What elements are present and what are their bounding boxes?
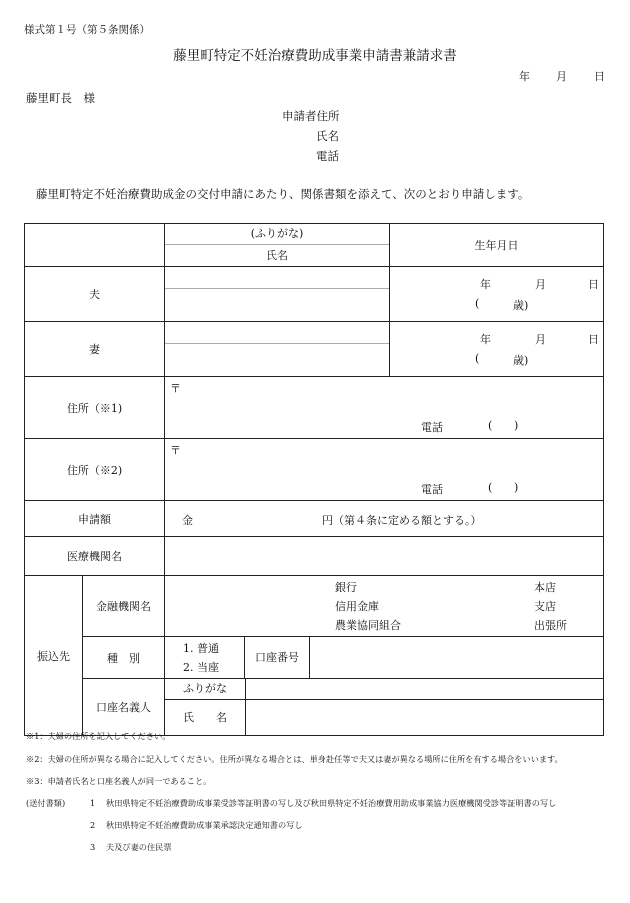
wife-row — [25, 322, 604, 377]
amount-prefix: 金 — [182, 514, 193, 527]
date-day: 日 — [594, 70, 605, 83]
address2-row — [25, 439, 604, 501]
corner-cell — [25, 224, 165, 267]
branch-type-0: 本店 — [534, 581, 556, 594]
bank-field[interactable] — [165, 576, 604, 637]
address2-phone-label: 電話 — [421, 483, 443, 496]
date-month: 月 — [556, 70, 567, 83]
account-type-label: 種 別 — [83, 637, 165, 679]
wife-birthdate-cell[interactable] — [390, 322, 604, 377]
holder-name-label: 氏 名 — [165, 700, 246, 735]
application-table — [24, 223, 604, 736]
wife-label: 妻 — [25, 322, 165, 377]
address2-label: 住所（※2) — [25, 439, 165, 501]
holder-name-field[interactable] — [246, 700, 603, 735]
note-3: ※3：申請者氏名と口座名義人が同一であること。 — [26, 776, 212, 786]
hospital-row — [25, 537, 604, 576]
note-1: ※1：夫婦の住所を記入してください。 — [26, 731, 171, 741]
note-2: ※2：夫婦の住所が異なる場合に記入してください。住所が異なる場合とは、単身赴任等で夫又は妻が異なる場所に住所を有する場合をいいます。 — [26, 754, 563, 764]
address2-phone-close: ) — [514, 481, 519, 494]
bank-type-0: 銀行 — [335, 581, 357, 594]
hospital-field[interactable] — [165, 537, 604, 576]
husband-label: 夫 — [25, 267, 165, 322]
wife-name-cell[interactable] — [165, 322, 390, 377]
bank-type-2: 農業協同組合 — [335, 619, 401, 632]
birthdate-header: 生年月日 — [390, 224, 604, 267]
date-year: 年 — [519, 70, 530, 83]
husband-row — [25, 267, 604, 322]
account-type-cell — [165, 637, 604, 679]
amount-row — [25, 501, 604, 537]
husband-birth-month: 月 — [535, 278, 546, 291]
holder-label: 口座名義人 — [83, 679, 165, 736]
husband-birth-year: 年 — [480, 278, 491, 291]
doc-item-2-number: 2 — [90, 820, 96, 830]
intro-text: 藤里町特定不妊治療費助成金の交付申請にあたり、関係書類を添えて、次のとおり申請します。 — [36, 187, 530, 201]
applicant-address-label: 申請者住所 — [282, 109, 340, 123]
husband-birth-day: 日 — [588, 278, 599, 291]
husband-age-close: 歳) — [513, 299, 529, 312]
address1-label: 住所（※1) — [25, 377, 165, 439]
address2-postal-mark: 〒 — [170, 444, 181, 457]
bank-type-1: 信用金庫 — [335, 600, 379, 613]
address1-field[interactable] — [165, 377, 604, 439]
husband-furigana-field[interactable] — [165, 267, 389, 289]
husband-name-field[interactable] — [165, 289, 389, 321]
bank-label: 金融機関名 — [83, 576, 165, 637]
doc-item-1-text: 秋田県特定不妊治療費助成事業受診等証明書の写し及び秋田県特定不妊治療費用助成事業協力医療機関受診等証明書の写し — [106, 798, 557, 808]
doc-item-3-number: 3 — [90, 842, 96, 852]
document-title: 藤里町特定不妊治療費助成事業申請書兼請求書 — [173, 48, 457, 64]
name-header-cell — [165, 224, 390, 267]
doc-item-2-text: 秋田県特定不妊治療費助成事業承認決定通知書の写し — [106, 820, 303, 830]
branch-type-1: 支店 — [534, 600, 556, 613]
table-header-row — [25, 224, 604, 267]
wife-age-close: 歳) — [513, 354, 529, 367]
wife-furigana-field[interactable] — [165, 322, 389, 344]
account-type-current[interactable]: 2. 当座 — [183, 661, 219, 674]
wife-birth-year: 年 — [480, 333, 491, 346]
address1-phone-open: ( — [488, 419, 493, 432]
bank-row — [25, 576, 604, 637]
address1-phone-label: 電話 — [421, 421, 443, 434]
amount-suffix: 円（第４条に定める額とする。） — [322, 514, 482, 527]
account-type-ordinary[interactable]: 1. 普通 — [183, 642, 219, 655]
holder-cell — [165, 679, 604, 736]
amount-field[interactable] — [165, 501, 604, 537]
doc-item-3-text: 夫及び妻の住民票 — [106, 842, 172, 852]
transfer-label: 振込先 — [25, 576, 83, 736]
address1-postal-mark: 〒 — [170, 382, 181, 395]
form-number: 様式第１号（第５条関係） — [24, 24, 150, 36]
husband-age-open: ( — [475, 297, 480, 310]
address2-field[interactable] — [165, 439, 604, 501]
holder-furigana-field[interactable] — [246, 679, 603, 699]
husband-name-cell[interactable] — [165, 267, 390, 322]
doc-item-1-number: 1 — [90, 798, 96, 808]
account-number-field[interactable] — [310, 637, 603, 678]
wife-birth-month: 月 — [535, 333, 546, 346]
name-header: 氏名 — [266, 249, 288, 262]
husband-birthdate-cell[interactable] — [390, 267, 604, 322]
hospital-label: 医療機関名 — [25, 537, 165, 576]
holder-furigana-label: ふりがな — [165, 679, 246, 699]
addressee: 藤里町長 様 — [26, 91, 95, 105]
furigana-header: (ふりがな) — [165, 224, 389, 245]
holder-row — [25, 679, 604, 736]
amount-label: 申請額 — [25, 501, 165, 537]
wife-name-field[interactable] — [165, 344, 389, 376]
account-type-row — [25, 637, 604, 679]
wife-birth-day: 日 — [588, 333, 599, 346]
address1-phone-close: ) — [514, 419, 519, 432]
address2-phone-open: ( — [488, 481, 493, 494]
address1-row — [25, 377, 604, 439]
wife-age-open: ( — [475, 352, 480, 365]
applicant-name-label: 氏名 — [316, 129, 339, 143]
account-number-label: 口座番号 — [245, 637, 310, 678]
applicant-phone-label: 電話 — [316, 149, 339, 163]
docs-label: (送付書類) — [26, 798, 66, 808]
account-type-options[interactable] — [165, 637, 245, 678]
branch-type-2: 出張所 — [534, 619, 567, 632]
